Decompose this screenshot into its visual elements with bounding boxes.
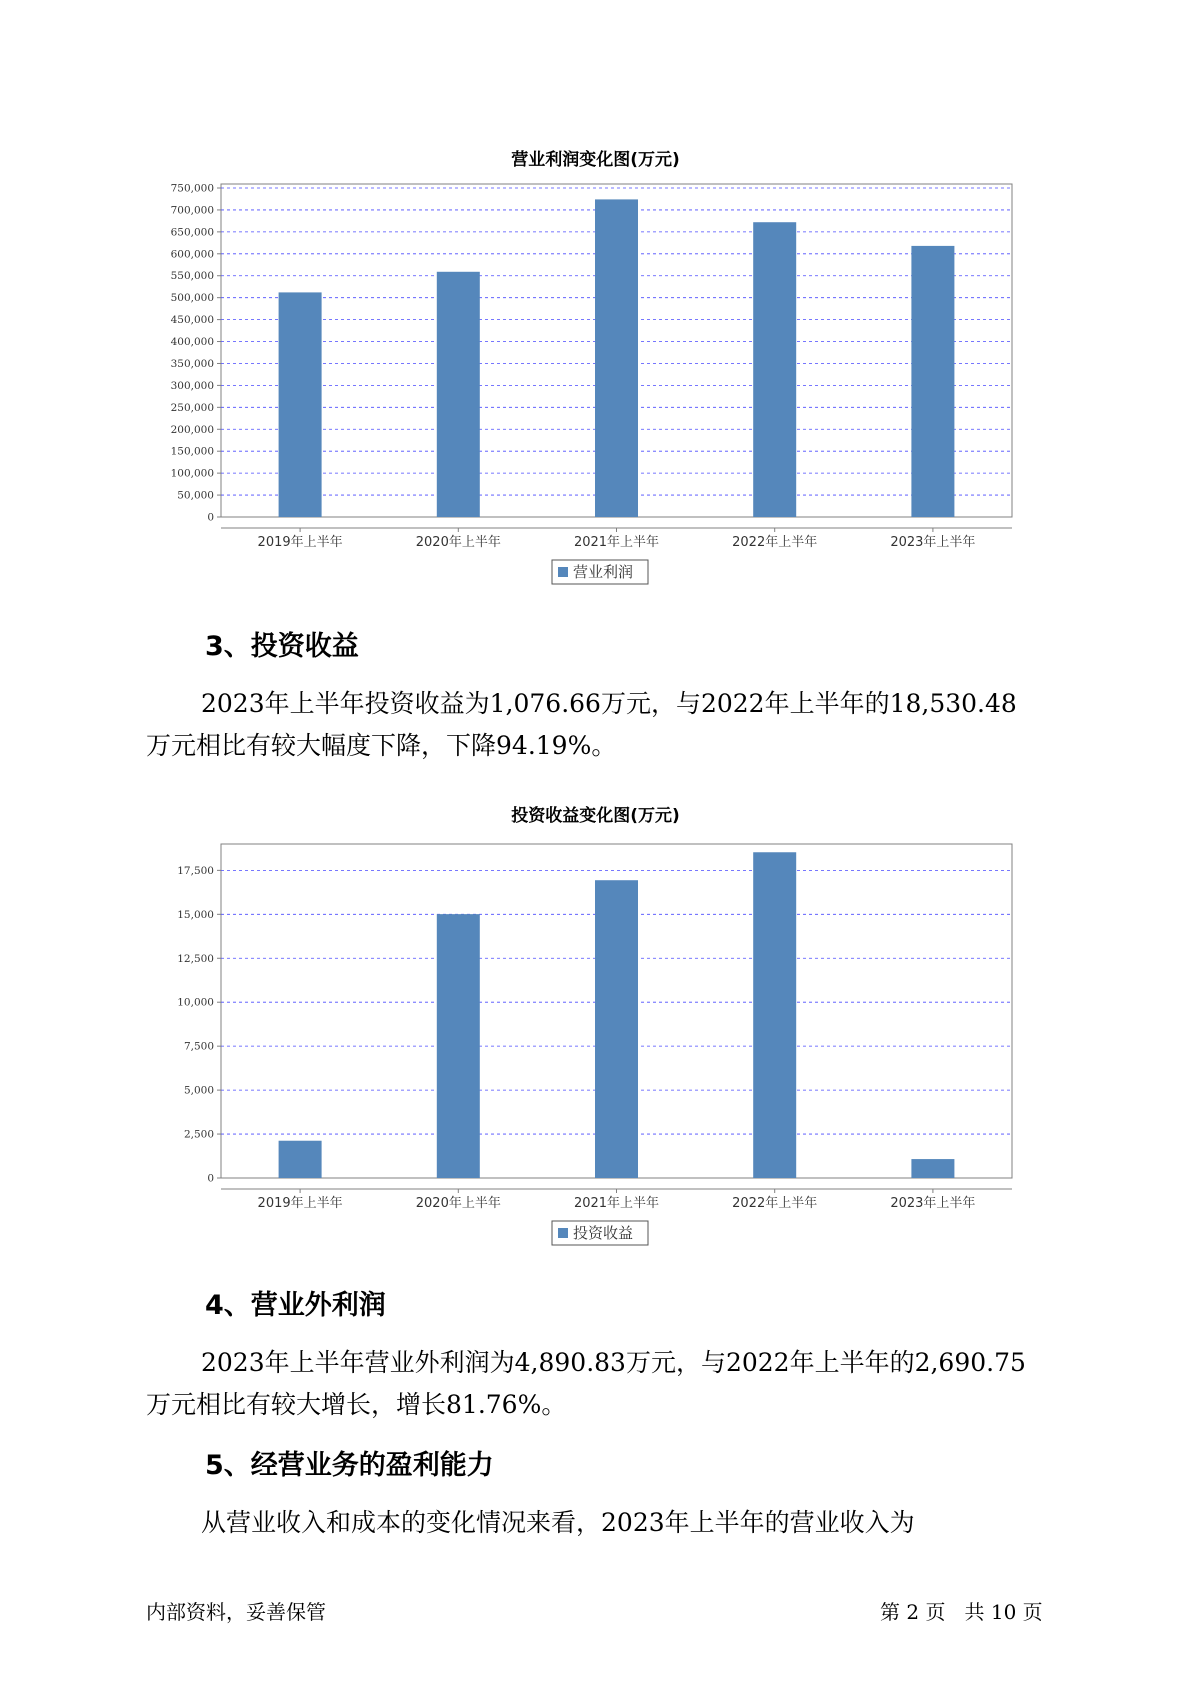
paragraph-non-operating-profit (146, 1342, 1066, 1426)
paragraph-line: 从营业收入和成本的变化情况来看，2023年上半年的营业收入为 (201, 1508, 915, 1537)
chart-title: 投资收益变化图(万元) (511, 806, 680, 826)
bar (437, 914, 480, 1178)
y-tick-label: 7,500 (183, 1040, 214, 1053)
y-tick-label: 550,000 (170, 270, 214, 283)
y-tick-label: 12,500 (177, 952, 214, 965)
x-tick-label: 2021年上半年 (573, 535, 660, 550)
legend-swatch (558, 1228, 568, 1238)
y-tick-label: 5,000 (183, 1084, 214, 1097)
y-tick-label: 600,000 (170, 248, 214, 261)
section-heading-profitability: 5、经营业务的盈利能力 (205, 1450, 494, 1481)
y-tick-label: 15,000 (177, 908, 214, 921)
y-tick-label: 250,000 (170, 401, 214, 414)
paragraph-line: 万元相比有较大幅度下降，下降94.19%。 (146, 731, 617, 760)
y-tick-label: 350,000 (170, 357, 214, 370)
y-tick-label: 0 (207, 1172, 214, 1185)
footer-confidential-note: 内部资料，妥善保管 (146, 1600, 326, 1624)
paragraph-line: 2023年上半年投资收益为1,076.66万元，与2022年上半年的18,530.48 (201, 689, 1017, 718)
y-tick-label: 700,000 (170, 204, 214, 217)
x-tick-label: 2023年上半年 (890, 535, 976, 550)
y-tick-label: 10,000 (177, 996, 214, 1009)
x-tick-label: 2021年上半年 (573, 1196, 660, 1211)
x-tick-label: 2023年上半年 (890, 1196, 976, 1211)
bar (911, 1159, 954, 1178)
section-heading-non-operating-profit: 4、营业外利润 (205, 1290, 386, 1321)
chart-title: 营业利润变化图(万元) (511, 150, 680, 170)
paragraph-line: 2023年上半年营业外利润为4,890.83万元，与2022年上半年的2,690.75 (201, 1348, 1026, 1377)
y-tick-label: 0 (207, 511, 214, 524)
y-tick-label: 100,000 (170, 467, 214, 480)
legend-label: 投资收益 (573, 1224, 634, 1242)
y-tick-label: 650,000 (170, 226, 214, 239)
y-tick-label: 400,000 (170, 336, 214, 349)
bar (595, 880, 638, 1178)
y-tick-label: 150,000 (170, 445, 214, 458)
x-tick-label: 2022年上半年 (732, 535, 818, 550)
x-tick-label: 2022年上半年 (732, 1196, 818, 1211)
y-tick-label: 750,000 (170, 182, 214, 195)
y-tick-label: 2,500 (183, 1128, 214, 1141)
x-tick-label: 2020年上半年 (415, 1196, 501, 1211)
bar (753, 852, 796, 1178)
paragraph-line: 万元相比有较大增长，增长81.76%。 (146, 1390, 567, 1419)
y-tick-label: 200,000 (170, 423, 214, 436)
x-tick-label: 2019年上半年 (257, 535, 343, 550)
y-tick-label: 300,000 (170, 379, 214, 392)
bar (279, 1141, 322, 1178)
paragraph-profitability (146, 1502, 1066, 1544)
footer-page-number: 第 2 页 共 10 页 (880, 1600, 1043, 1624)
section-heading-investment-income: 3、投资收益 (205, 631, 359, 662)
y-tick-label: 500,000 (170, 292, 214, 305)
y-tick-label: 17,500 (177, 864, 214, 877)
x-tick-label: 2020年上半年 (415, 535, 501, 550)
y-tick-label: 450,000 (170, 314, 214, 327)
legend-label: 营业利润 (573, 563, 634, 581)
x-tick-label: 2019年上半年 (257, 1196, 343, 1211)
y-tick-label: 50,000 (177, 489, 214, 502)
